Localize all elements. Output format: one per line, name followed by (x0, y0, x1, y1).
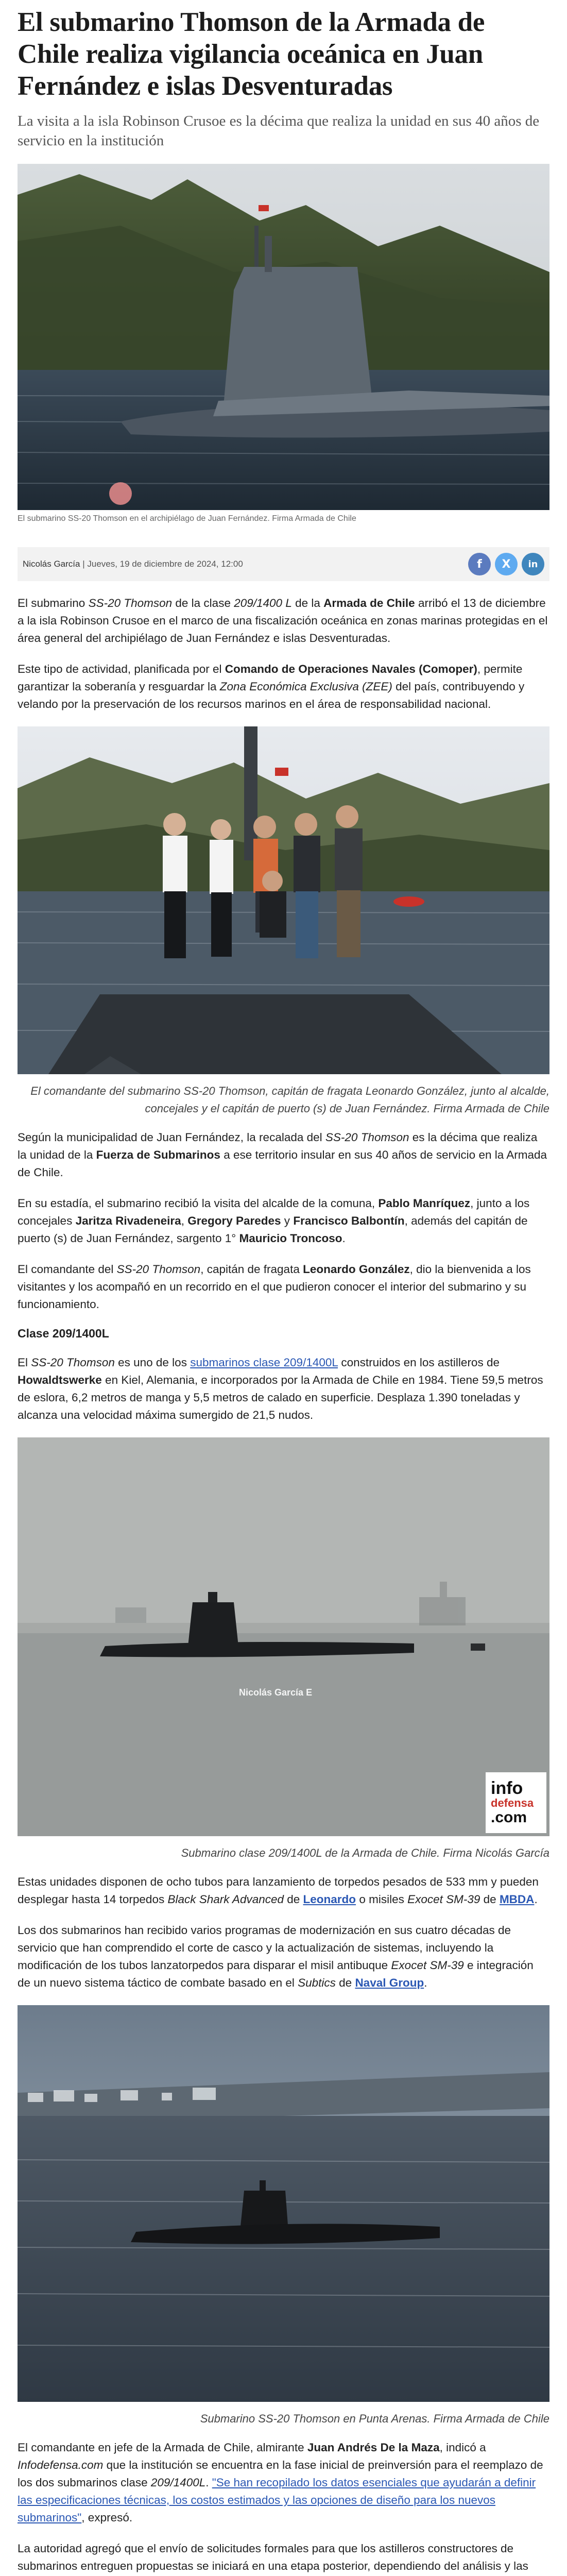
hero-caption: El submarino SS-20 Thomson en el archipiélago de Juan Fernández. Firma Armada de Chile (18, 514, 356, 523)
paragraph-3: Según la municipalidad de Juan Fernández, la recalada del SS-20 Thomson es la décima que realiza la unidad de la Fuerza de Submarinos a ese territorio insular en sus 40 años de servicio en la Armada de Chile. (18, 1131, 547, 1179)
article-subtitle: La visita a la isla Robinson Crusoe es la décima que realiza la unidad en sus 40 años de servicio en la institución (18, 113, 540, 149)
quote-link[interactable]: "Se han recopilado los datos esenciales que ayudarán a definir las especificaciones técnicas, los costos estimados y las opciones de diseño para los nuevos submarinos" (18, 2476, 536, 2524)
facebook-share-button[interactable] (468, 553, 491, 575)
submarine-fog-photo[interactable] (18, 1437, 549, 1836)
mbda-link[interactable]: MBDA (499, 1893, 535, 1906)
punta-arenas-photo[interactable] (18, 2005, 549, 2402)
facebook-icon: f (477, 557, 482, 571)
paragraph-5: El comandante del SS-20 Thomson, capitán de fragata Leonardo González, dio la bienvenida a los visitantes y los acompañó en un recorrido en el que pudieron conocer el interior del submarino y su funcionamiento. (18, 1263, 531, 1311)
byline-bar (18, 547, 549, 581)
paragraph-2: Este tipo de actividad, planificada por el Comando de Operaciones Navales (Comoper), permite garantizar la soberanía y resguardar la Zona Económica Exclusiva (ZEE) del país, contribuyendo y velando por la preservación de los recursos marinos en el área de responsabilidad nacional. (18, 663, 525, 710)
leonardo-link[interactable]: Leonardo (303, 1893, 356, 1906)
submarine-in-fog-image (18, 1437, 549, 1836)
group-on-submarine-image (18, 726, 549, 1074)
paragraph-8: Los dos submarinos han recibido varios programas de modernización en sus cuatro décadas de servicio que han comprendido el corte de casco y la actualización de sistemas, incluyendo la modificación de los tubos lanzatorpedos para disparar el misil antibuque Exocet SM-39 e integración de un nuevo sistema táctico de combate basado en el Subtics de Naval Group. (18, 1924, 534, 1989)
paragraph-10: La autoridad agregó que el envío de solicitudes formales para que los astilleros constructores de submarinos entreguen propuestas se iniciará en una etapa posterior, dependiendo del análisis y las (18, 2542, 528, 2572)
paragraph-4: En su estadía, el submarino recibió la visita del alcalde de la comuna, Pablo Manríquez, junto a los concejales Jaritza Rivadeneira, Gregory Paredes y Francisco Balbontín, además del capitán de puerto (s) de Juan Fernández, sargento 1° Mauricio Troncoso. (18, 1197, 530, 1245)
crew-and-officials-photo[interactable] (18, 726, 549, 1074)
section-heading: Clase 209/1400L (18, 1327, 109, 1340)
paragraph-9: El comandante en jefe de la Armada de Chile, almirante Juan Andrés De la Maza, indicó a Infodefensa.com que la institución se encuentra en la fase inicial de preinversión para el reemplazo de los dos submarinos clase 209/1400L. "Se han recopilado los datos esenciales que ayudarán a definir las especificaciones técnicas, los costos estimados y las opciones de diseño para los nuevos submarinos", expresó. (18, 2441, 543, 2524)
article-title: El submarino Thomson de la Armada de Chile realiza vigilancia oceánica en Juan Fernández e islas Desventuradas (18, 7, 485, 101)
submarine-punta-arenas-image (18, 2005, 549, 2402)
twitter-share-button[interactable] (495, 553, 518, 575)
linkedin-share-button[interactable] (522, 553, 544, 575)
byline-separator: | (82, 559, 88, 569)
crew-photo-caption: El comandante del submarino SS-20 Thomson, capitán de fragata Leonardo González, junto al alcalde, concejales y el capitán de puerto (s) de Juan Fernández. Firma Armada de Chile (30, 1084, 549, 1115)
infodefensa-logo: info defensa .com (486, 1772, 546, 1833)
paragraph-6: El SS-20 Thomson es uno de los submarinos clase 209/1400L construidos en los astilleros de Howaldtswerke en Kiel, Alemania, e incorporados por la Armada de Chile en 1984. Tiene 59,5 metros de eslora, 6,2 metros de manga y 5,5 metros de calado en superficie. Desplaza 1.390 toneladas y alcanza una velocidad máxima sumergido de 21,5 nudos. (18, 1356, 543, 1421)
linkedin-icon: in (528, 558, 538, 570)
naval-group-link[interactable]: Naval Group (355, 1976, 424, 1989)
x-icon: X (502, 557, 511, 571)
submarinos-clase-link[interactable]: submarinos clase 209/1400L (190, 1356, 338, 1369)
paragraph-1: El submarino SS-20 Thomson de la clase 209/1400 L de la Armada de Chile arribó el 13 de diciembre a la isla Robinson Crusoe en el marco de una fiscalización oceánica en zonas marinas protegidas en el área general del archipiélago de Juan Fernández e islas Desventuradas. (18, 597, 548, 645)
fog-photo-caption: Submarino clase 209/1400L de la Armada de Chile. Firma Nicolás García (181, 1846, 549, 1859)
share-buttons (468, 553, 544, 575)
publish-date: Jueves, 19 de diciembre de 2024, 12:00 (87, 559, 243, 569)
punta-arenas-caption: Submarino SS-20 Thomson en Punta Arenas. Firma Armada de Chile (200, 2412, 549, 2425)
paragraph-7: Estas unidades disponen de ocho tubos para lanzamiento de torpedos pesados de 533 mm y pueden desplegar hasta 14 torpedos Black Shark Advanced de Leonardo o misiles Exocet SM-39 de MBDA. (18, 1875, 539, 1906)
hero-photo[interactable] (18, 164, 549, 510)
byline (23, 559, 243, 569)
submarine-at-island-image (18, 164, 549, 510)
author-name[interactable]: Nicolás García (23, 559, 80, 569)
photographer-watermark: Nicolás García E (239, 1687, 313, 1698)
